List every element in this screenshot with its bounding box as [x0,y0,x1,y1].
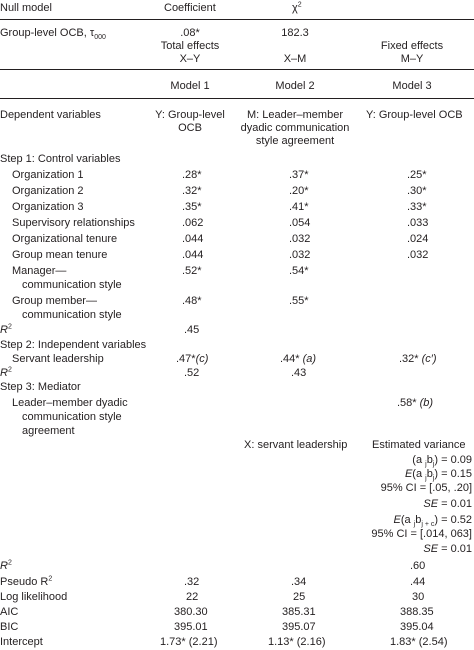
step2-label: Step 2: Independent variables [0,339,147,351]
cell-m3: .30* [407,185,427,197]
manager-m2: .54* [289,265,309,277]
null-chi-value: 182.3 [281,27,309,39]
dep-m2-line1: M: Leader–member [247,109,343,121]
intercept-label: Intercept [0,636,43,648]
chi-square-header: $\chi^2$ [292,1,302,14]
servant-leadership-label: Servant leadership [12,353,104,365]
cell-m2: .20* [289,185,309,197]
row-label: Organization 1 [12,169,84,181]
mediation-line1: (a $_jb_j) = 0.09$ [412,454,472,469]
dep-m2-line3: style agreement [255,135,335,147]
x-servant-leadership-label: X: servant leadership [244,439,348,451]
mediator-line2: communication style [22,411,122,423]
step2-r2-m2: .43 [291,367,307,379]
step1-r2-m1: .45 [184,324,200,336]
intercept-m3: 1.83* (2.54) [390,636,448,648]
cell-m3: .25* [407,169,427,181]
cell-m1: .044 [182,249,204,261]
fixed-effects-label: Fixed effects [380,40,444,52]
total-effects-path: X–Y [179,53,201,65]
dependent-variables-label: Dependent variables [0,109,101,121]
row-label: Organization 3 [12,201,84,213]
dep-m1-line2: OCB [178,122,202,134]
cell-m3: .033 [407,217,429,229]
intercept-m2: 1.13* (2.16) [268,636,326,648]
cell-m1: .062 [182,217,204,229]
cell-m2: .37* [289,169,309,181]
cell-m1: .32* [182,185,202,197]
null-model-row-label: Group-level OCB, $\tau_{000}$ [0,27,106,42]
servant-m3: .32* (c′) [399,353,437,365]
bic-m2: 395.07 [282,621,316,633]
coefficient-header: Coefficient [164,2,216,14]
row-label: Organizational tenure [12,233,118,245]
member-line2: communication style [22,309,122,321]
null-coefficient-value: .08* [180,27,200,39]
total-effects-label: Total effects [160,40,220,52]
step2-r2-m1: .52 [184,367,200,379]
step1-label: Step 1: Control variables [0,153,121,165]
mediation-line7: SE = 0.01 [423,543,472,555]
cell-m1: .28* [182,169,202,181]
cell-m3: .33* [407,201,427,213]
mediation-line6: 95% CI = [.014, 063] [371,528,472,540]
pseudo-r2-label: Pseudo $R^2$ [0,575,53,588]
rule-models-bottom [0,98,474,99]
mediation-line3: 95% CI = [.05, .20] [380,482,472,494]
member-m2: .55* [289,295,309,307]
null-model-header: Null model [0,2,52,14]
log-likelihood-label: Log likelihood [0,591,68,603]
servant-m2: .44* (a) [280,353,317,365]
fixed-effects-path: M–Y [400,53,424,65]
mediator-m3: .58* (b) [397,397,434,409]
fit-r2-m3: .60 [410,560,426,572]
mediation-line5: E(a $_jb_{j + c}) = 0.52$ [393,514,472,529]
aic-m2: 385.31 [282,606,316,618]
row-label: Group mean tenure [12,249,108,261]
dep-m3-line1: Y: Group-level OCB [366,109,463,121]
bic-m1: 395.01 [174,621,208,633]
intercept-m1: 1.73* (2.21) [160,636,218,648]
cell-m2: .054 [289,217,311,229]
step1-r2-label: $R^2$ [0,323,12,336]
ll-m1: 22 [186,591,199,603]
cell-m3: .024 [407,233,429,245]
mediator-line3: agreement [22,425,75,437]
xm-path: X–M [283,53,307,65]
mediation-line4: SE = 0.01 [423,498,472,510]
model-2-header: Model 2 [275,80,315,92]
model-3-header: Model 3 [392,80,432,92]
aic-m3: 388.35 [400,606,434,618]
manager-line2: communication style [22,279,122,291]
member-m1: .48* [182,295,202,307]
ll-m3: 30 [412,591,425,603]
pseudo-m1: .32 [184,576,200,588]
cell-m3: .032 [407,249,429,261]
manager-m1: .52* [182,265,202,277]
rule-top [0,19,474,20]
fit-r2-label: $R^2$ [0,559,12,572]
bic-m3: 395.04 [400,621,434,633]
cell-m2: .032 [289,233,311,245]
manager-line1: Manager— [12,265,67,277]
cell-m1: .044 [182,233,204,245]
estimated-variance-label: Estimated variance [372,439,466,451]
row-label: Supervisory relationships [12,217,135,229]
step3-label: Step 3: Mediator [0,381,81,393]
dep-m2-line2: dyadic communication [240,122,350,134]
cell-m2: .41* [289,201,309,213]
mediator-line1: Leader–member dyadic [12,397,128,409]
servant-m1: .47*(c) [176,353,209,365]
row-label: Organization 2 [12,185,84,197]
member-line1: Group member— [12,295,97,307]
pseudo-m2: .34 [291,576,307,588]
dep-m1-line1: Y: Group-level [155,109,225,121]
ll-m2: 25 [293,591,306,603]
rule-models-top [0,69,474,70]
bic-label: BIC [0,621,19,633]
step2-r2-label: $R^2$ [0,366,12,379]
aic-label: AIC [0,606,19,618]
pseudo-m3: .44 [410,576,426,588]
aic-m1: 380.30 [174,606,208,618]
model-1-header: Model 1 [170,80,210,92]
mediation-line2: E(a $_jb_j) = 0.15$ [404,468,472,483]
cell-m1: .35* [182,201,202,213]
cell-m2: .032 [289,249,311,261]
